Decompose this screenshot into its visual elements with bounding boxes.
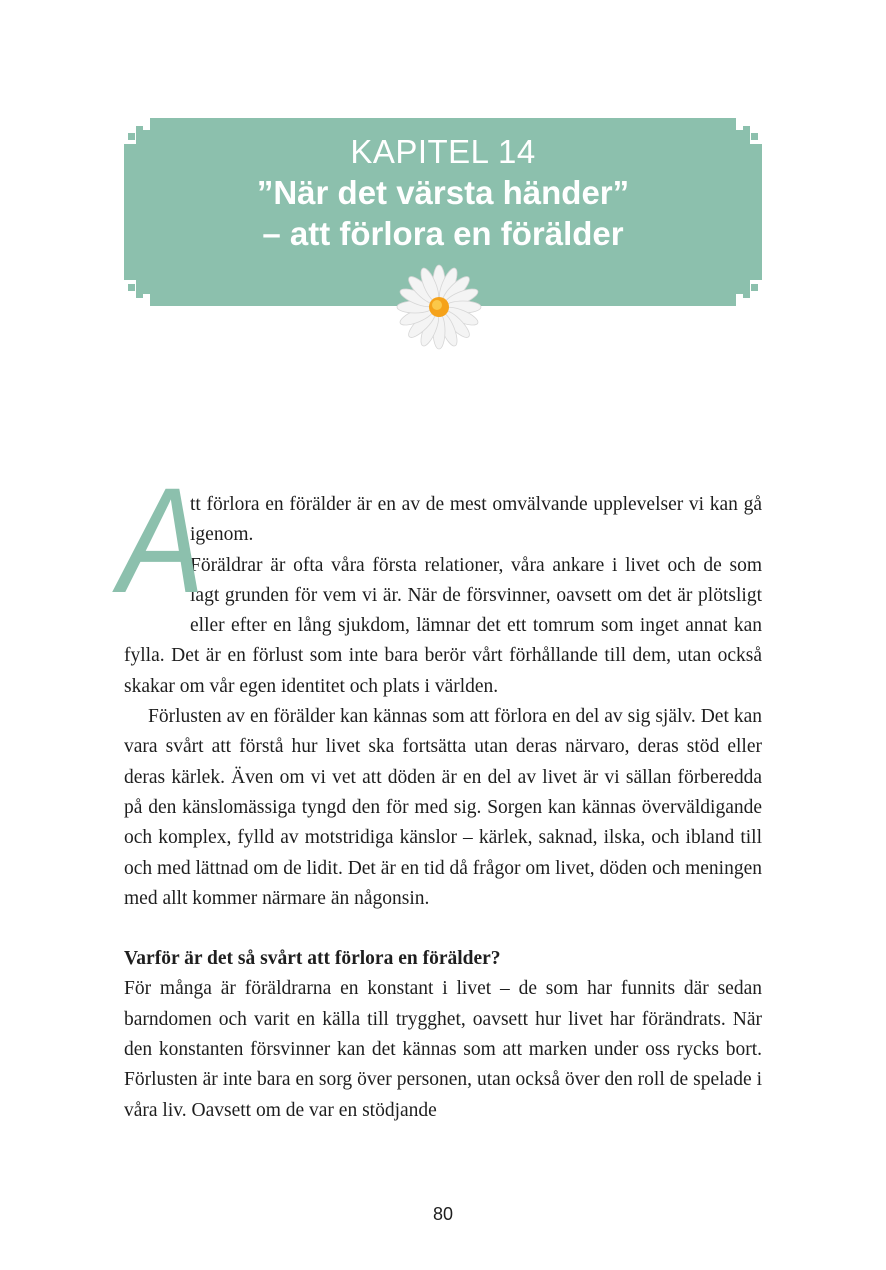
svg-text:A: A	[118, 455, 205, 625]
dropcap-letter	[118, 455, 205, 625]
daisy-icon	[396, 264, 482, 350]
paragraph-3: För många är föräldrarna en konstant i livet – de som har funnits där sedan barndomen och varit en källa till trygghet, oavsett hur livet har förändrats. När den konstanten försvinner kan det kännas som att marken under oss rycks bort. Förlusten är inte bara en sorg över personen, utan också över den roll de spelade i våra liv. Oavsett om de var en stödjande	[124, 978, 762, 1121]
body-text	[118, 455, 762, 1126]
section-heading: Varför är det så svårt att förlora en förälder?	[124, 948, 501, 970]
paragraph-2: Förlusten av en förälder kan kännas som att förlora en del av sig själv. Det kan vara svårt att förstå hur livet ska fortsätta utan deras närvaro, deras stöd eller deras kärlek. Även om vi vet att döden är en del av livet är vi sällan förberedda på den känslomässiga tyngd den för med sig. Sorgen kan kännas överväldigande och komplex, fylld av motstridiga känslor – kärlek, saknad, ilska, och ibland till och med lättnad om de lidit. Det är en tid då frågor om livet, döden och meningen med allt kommer närmare än någonsin.	[124, 706, 762, 909]
paragraph-1b: Föräldrar är ofta våra första relationer, våra ankare i livet och de som lagt grunden för vem vi är. När de försvinner, oavsett om det är plötsligt eller efter en lång sjukdom, lämnar det ett tomrum som inget annat kan fylla. Det är en förlust som inte bara berör vårt förhållande till dem, utan också skakar om vår egen identitet och plats i världen.	[124, 554, 762, 697]
chapter-title-line-1: ”När det värsta händer”	[256, 174, 630, 211]
chapter-label: KAPITEL 14	[350, 133, 536, 170]
paragraph-1a: tt förlora en förälder är en av de mest omvälvande upplevelser vi kan gå igenom.	[190, 494, 762, 546]
page-number: 80	[432, 1204, 454, 1224]
chapter-title-line-2: – att förlora en förälder	[262, 215, 624, 252]
